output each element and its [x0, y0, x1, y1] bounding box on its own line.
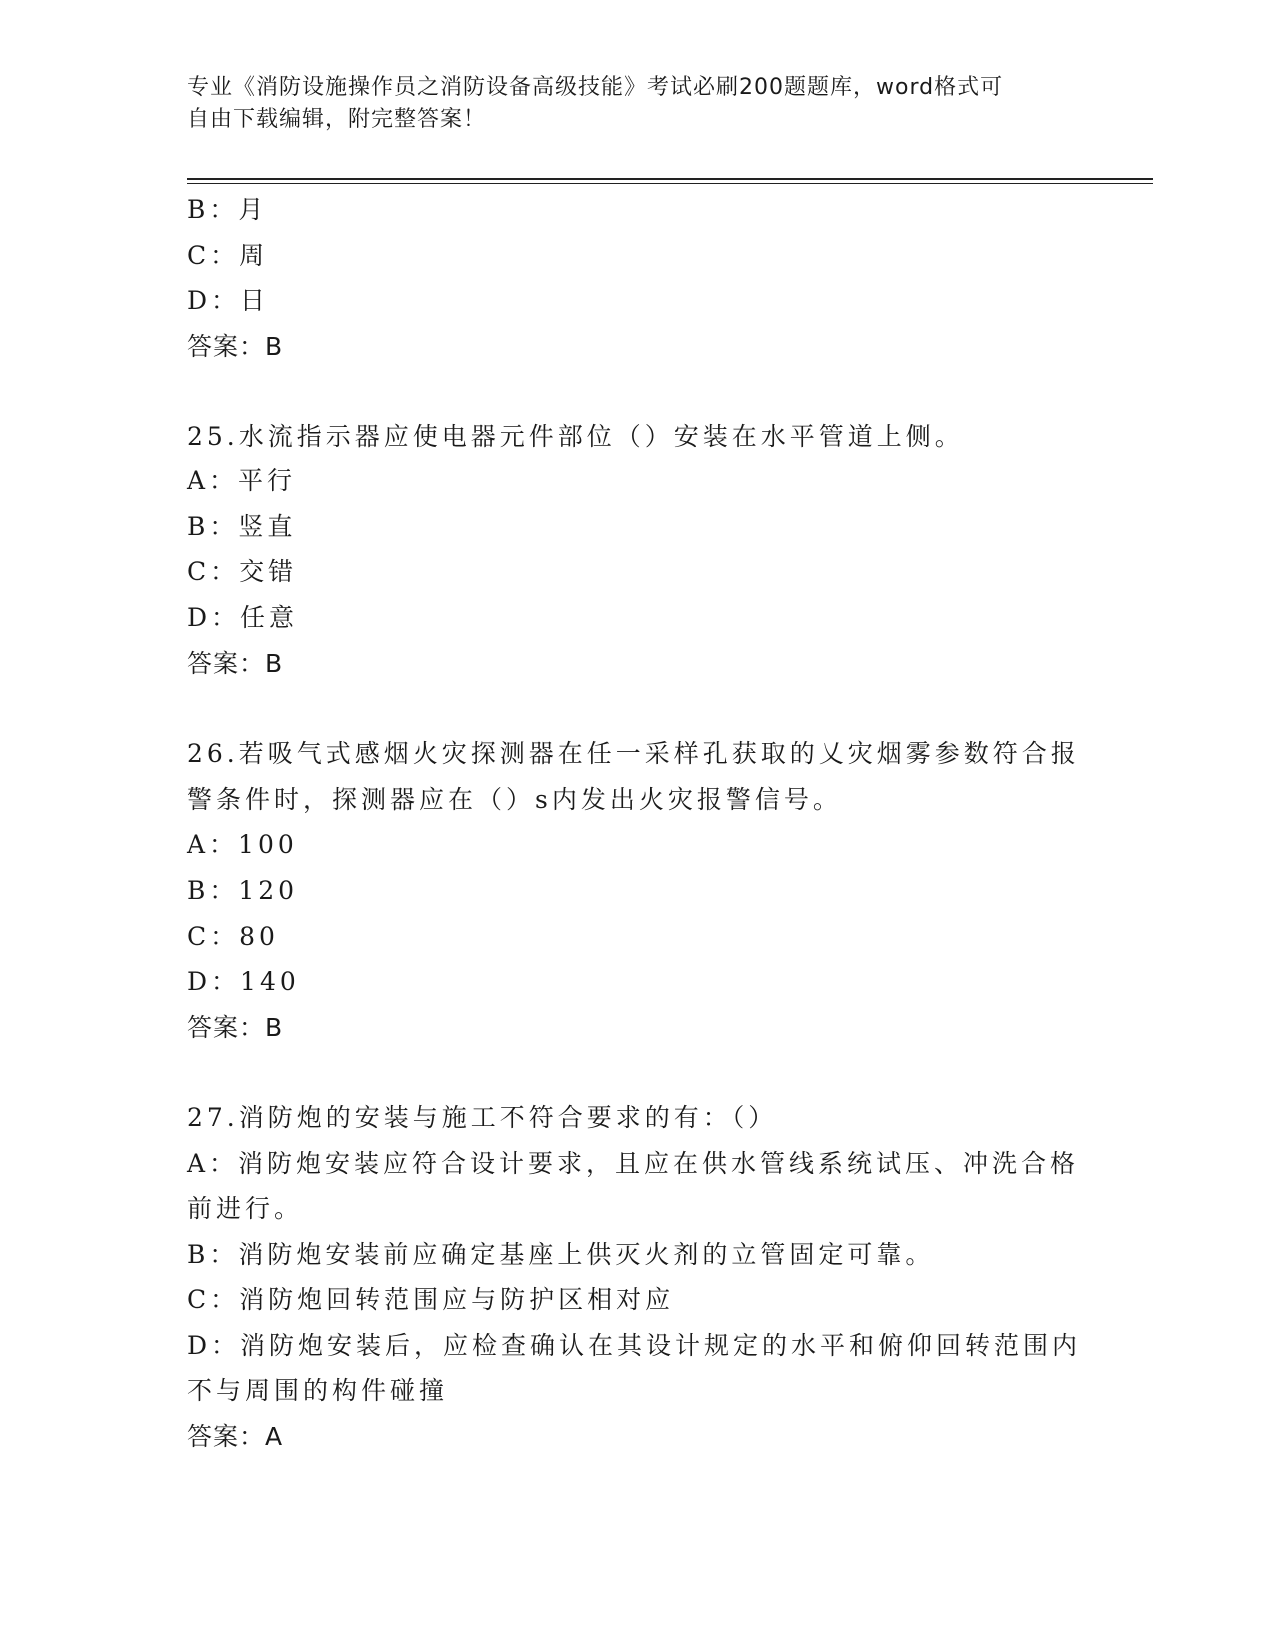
prev-option-d: D：日 [187, 286, 270, 315]
header-divider-thin [187, 183, 1153, 184]
q26-option-b: B：120 [187, 876, 299, 905]
q27-option-a-line-1: A：消防炮安装应符合设计要求，且应在供水管线系统试压、冲洗合格 [187, 1149, 1080, 1178]
header-line-1: 专业《消防设施操作员之消防设备高级技能》考试必刷200题题库，word格式可 [187, 75, 1004, 100]
q27-option-b: B：消防炮安装前应确定基座上供灭火剂的立管固定可靠。 [187, 1240, 935, 1269]
q25-option-d: D：任意 [187, 603, 299, 632]
q27-option-d-line-2: 不与周围的构件碰撞 [187, 1376, 449, 1405]
header-line-2: 自由下载编辑，附完整答案！ [187, 107, 487, 132]
q27-option-d-line-1: D：消防炮安装后，应检查确认在其设计规定的水平和俯仰回转范围内 [187, 1331, 1082, 1360]
q25-option-c: C：交错 [187, 557, 298, 586]
prev-option-c: C：周 [187, 241, 269, 270]
q25-option-b: B：竖直 [187, 512, 297, 541]
q27-option-a-line-2: 前进行。 [187, 1194, 304, 1223]
q26-stem-line-1: 26.若吸气式感烟火灾探测器在任一采样孔获取的乂灾烟雾参数符合报 [187, 739, 1080, 768]
q25-stem: 25.水流指示器应使电器元件部位（）安装在水平管道上侧。 [187, 422, 964, 451]
q25-answer: 答案：B [187, 649, 284, 678]
document-header [187, 72, 1067, 136]
q26-option-d: D：140 [187, 967, 300, 996]
q26-option-a: A：100 [187, 830, 298, 859]
q26-answer: 答案：B [187, 1013, 284, 1042]
header-divider-thick [187, 178, 1153, 180]
prev-option-b: B：月 [187, 195, 268, 224]
prev-answer: 答案：B [187, 332, 284, 361]
q27-option-c: C：消防炮回转范围应与防护区相对应 [187, 1285, 675, 1314]
q26-stem-line-2: 警条件时，探测器应在（）s内发出火灾报警信号。 [187, 785, 842, 814]
q25-option-a: A：平行 [187, 466, 297, 495]
q27-answer: 答案：A [187, 1422, 284, 1451]
q26-option-c: C：80 [187, 922, 279, 951]
q27-stem: 27.消防炮的安装与施工不符合要求的有：（） [187, 1103, 778, 1132]
